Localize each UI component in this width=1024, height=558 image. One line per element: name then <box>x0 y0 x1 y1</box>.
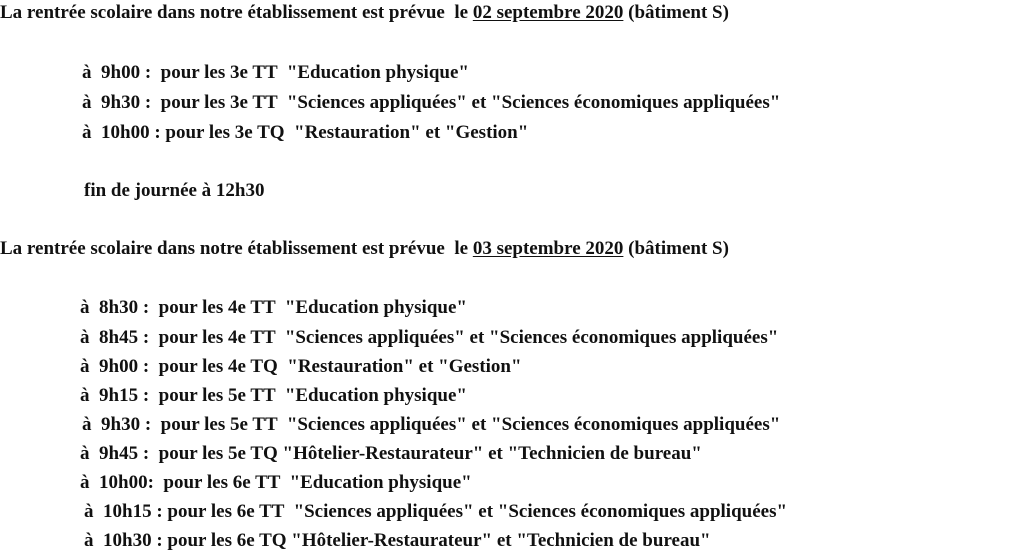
section2-schedule-item: à 9h30 : pour les 5e TT "Sciences appliquées" et "Sciences économiques appliquées" <box>82 414 781 435</box>
section2-schedule-item: à 8h30 : pour les 4e TT "Education physique" <box>80 297 467 318</box>
section1-schedule-item: à 9h30 : pour les 3e TT "Sciences appliquées" et "Sciences économiques appliquées" <box>82 92 781 113</box>
section1-end-of-day: fin de journée à 12h30 <box>84 180 265 201</box>
section1-intro-before: La rentrée scolaire dans notre établissement est prévue le <box>0 2 473 23</box>
section2-date: 03 septembre 2020 <box>472 238 624 259</box>
section2-schedule-item: à 10h15 : pour les 6e TT "Sciences appliquées" et "Sciences économiques appliquées" <box>84 501 788 522</box>
section1-intro <box>0 2 729 24</box>
section2-intro <box>0 238 729 260</box>
section2-schedule-item: à 10h00: pour les 6e TT "Education physique" <box>80 472 472 493</box>
section1-date: 02 septembre 2020 <box>472 2 624 23</box>
section2-schedule-item: à 8h45 : pour les 4e TT "Sciences appliquées" et "Sciences économiques appliquées" <box>80 327 779 348</box>
section2-intro-after: (bâtiment S) <box>623 238 729 259</box>
section2-schedule-item: à 9h00 : pour les 4e TQ "Restauration" et "Gestion" <box>80 356 522 377</box>
section1-schedule-item: à 9h00 : pour les 3e TT "Education physique" <box>82 62 469 83</box>
section1-intro-after: (bâtiment S) <box>623 2 729 23</box>
section2-intro-before: La rentrée scolaire dans notre établissement est prévue le <box>0 238 473 259</box>
section2-schedule-item: à 10h30 : pour les 6e TQ "Hôtelier-Restaurateur" et "Technicien de bureau" <box>84 530 711 551</box>
section2-schedule-item: à 9h45 : pour les 5e TQ "Hôtelier-Restaurateur" et "Technicien de bureau" <box>80 443 702 464</box>
section1-schedule-item: à 10h00 : pour les 3e TQ "Restauration" et "Gestion" <box>82 122 529 143</box>
section2-schedule-item: à 9h15 : pour les 5e TT "Education physique" <box>80 385 467 406</box>
